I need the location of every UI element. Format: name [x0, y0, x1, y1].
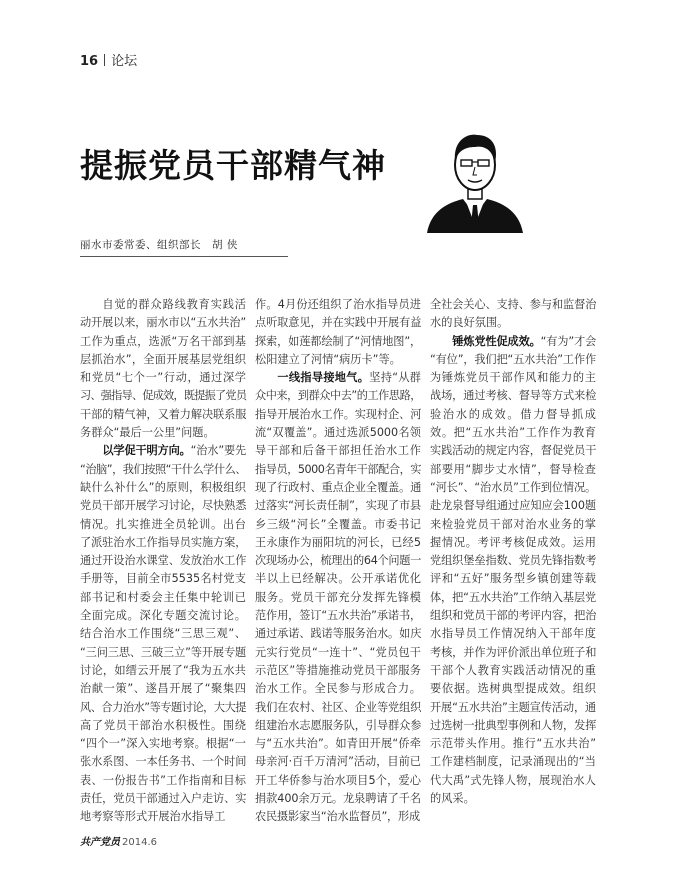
text-line [255, 479, 421, 497]
line-text: 效。把“五水共治”工作作为教育 [430, 426, 596, 440]
text-line [80, 772, 246, 790]
text-line [80, 753, 246, 771]
paragraph-lead: 锤炼党性促成效。 [452, 334, 541, 348]
line-text: “四个一”深入实地考察。根据“一 [80, 737, 246, 751]
text-line [255, 516, 421, 534]
text-line [430, 662, 596, 680]
text-line [430, 351, 596, 369]
text-line [430, 680, 596, 698]
text-line [255, 369, 421, 387]
page-header [80, 50, 137, 69]
text-line [80, 424, 246, 442]
text-line [80, 534, 246, 552]
text-line [430, 772, 596, 790]
line-text: 自觉的群众路线教育实践活 [102, 298, 246, 311]
line-text: 导干部和后备干部担任治水工作 [255, 444, 421, 458]
text-line [80, 790, 246, 808]
text-line [430, 461, 596, 479]
text-line [430, 644, 596, 662]
text-line [430, 699, 596, 717]
text-line [430, 333, 596, 351]
text-line [430, 552, 596, 570]
line-text: 风、合力治水”等专题讨论，大大提 [80, 700, 246, 714]
line-text: 考核，并作为评价派出单位班子和 [430, 645, 597, 659]
line-text: 示范带头作用。推行“五水共治” [430, 737, 596, 751]
text-line [430, 735, 596, 753]
line-text: 握情况。考评考核促成效。运用 [430, 535, 596, 549]
line-text: 缺什么补什么”的原则，积极组织 [80, 480, 246, 494]
text-line [80, 625, 246, 643]
text-line [255, 333, 421, 351]
text-line [430, 589, 596, 607]
text-line [80, 461, 246, 479]
article-column-1 [80, 296, 246, 827]
line-text: 开工华侨参与治水项目5个，爱心 [255, 773, 421, 787]
line-text: 全社会关心、支持、参与和监督治 [430, 298, 597, 311]
line-text: 情况。扎实推进全员轮训。出台 [80, 517, 246, 531]
text-line [430, 570, 596, 588]
text-line [80, 333, 246, 351]
text-line [255, 552, 421, 570]
line-text: 党组织堡垒指数、党员先锋指数考 [430, 554, 597, 568]
text-line [255, 680, 421, 698]
line-text: 元实行党员“一连十”、“党员包干 [255, 645, 421, 659]
line-text: “三问三思、三破三立”等开展专题 [80, 645, 246, 659]
line-text: 半以上已经解决。公开承诺优化 [255, 572, 421, 586]
text-line [80, 387, 246, 405]
text-line [255, 625, 421, 643]
line-text: 水的良好氛围。 [430, 316, 509, 330]
line-text: 和党员“七个一”行动，通过深学 [80, 371, 246, 385]
line-text: 现了行政村、重点企业全覆盖。通 [255, 480, 422, 494]
text-line [430, 387, 596, 405]
line-text: 组织和党员干部的考评内容，把治 [430, 609, 597, 623]
article-title: 提振党员干部精气神 [80, 146, 386, 185]
line-text: 工作建档制度，记录涌现出的“当 [430, 755, 596, 769]
line-text: 要依据。选树典型提成效。组织 [430, 682, 596, 696]
text-line [255, 387, 421, 405]
text-line [430, 296, 596, 314]
line-text: 验治水的成效。借力督导抓成 [430, 407, 596, 421]
text-line [430, 406, 596, 424]
line-text: 通过开设治水课堂、发放治水工作 [80, 554, 247, 568]
text-line [255, 699, 421, 717]
line-text: 治献一策”、遂昌开展了“聚集四 [80, 682, 246, 696]
page-footer [80, 833, 157, 848]
text-line [255, 662, 421, 680]
line-text: “河长”、“治水员”工作到位情况。 [430, 480, 596, 494]
line-text: 组建治水志愿服务队，引导群众参 [255, 718, 422, 732]
line-text: 层抓治水”，全面开展基层党组织 [80, 352, 246, 366]
text-line [255, 717, 421, 735]
text-line [255, 442, 421, 460]
issue-date: 2014.6 [122, 837, 157, 848]
line-text: 农民摄影家当“治水监督员”，形成 [255, 810, 421, 824]
line-text: 与“五水共治”。如青田开展“侨牵 [255, 737, 421, 751]
line-text: 过落实“河长责任制”，实现了市县 [255, 499, 421, 513]
line-text: 务群众“最后一公里”问题。 [80, 426, 215, 440]
line-text: 部书记和村委会主任集中轮训已 [80, 590, 246, 604]
line-text: 流“双覆盖”。通过选派5000名领 [255, 426, 421, 440]
text-line [80, 369, 246, 387]
line-text: 动开展以来，丽水市以“五水共治” [80, 316, 246, 330]
text-line [430, 314, 596, 332]
line-text: 地考察等形式开展治水指导工 [80, 810, 226, 824]
line-text: 坚持“从群 [369, 371, 421, 385]
text-line [255, 644, 421, 662]
text-line [80, 516, 246, 534]
header-divider [104, 54, 105, 66]
section-name: 论坛 [111, 54, 138, 69]
text-line [80, 570, 246, 588]
text-line [430, 625, 596, 643]
line-text: 党员干部开展学习讨论，尽快熟悉 [80, 499, 247, 513]
line-text: 作。4月份还组织了治水指导员进 [255, 298, 421, 311]
line-text: 服务。党员干部充分发挥先锋模 [255, 590, 421, 604]
paragraph-lead: 以学促干明方向。 [102, 444, 191, 458]
line-text: “治水”要先 [190, 444, 246, 458]
line-text: 全面完成。深化专题交流讨论。 [80, 609, 246, 623]
magazine-logo: 共产党员 [80, 837, 120, 848]
line-text: “有位”，我们把“五水共治”工作作 [430, 352, 596, 366]
text-line [80, 735, 246, 753]
line-text: 捐款400余万元。龙泉聘请了千名 [255, 792, 421, 806]
line-text: 点听取意见，并在实践中开展有益 [255, 316, 422, 330]
text-line [80, 717, 246, 735]
line-text: 了派驻治水工作指导员实施方案， [80, 535, 247, 549]
text-line [255, 351, 421, 369]
line-text: 指导员，5000名青年干部配合，实 [255, 462, 421, 476]
line-text: 治水工作。全民参与形成合力。 [255, 682, 421, 696]
text-line [80, 589, 246, 607]
line-text: 我们在农村、社区、企业等党组织 [255, 700, 422, 714]
text-line [255, 406, 421, 424]
line-text: 通过承诺、践诺等服务治水。如庆 [255, 627, 422, 641]
line-text: 干部的精气神，又着力解决联系服 [80, 407, 247, 421]
line-text: 王永康作为丽阳坑的河长，已经5 [255, 535, 421, 549]
line-text: 高了党员干部治水积极性。围绕 [80, 718, 246, 732]
text-line [255, 790, 421, 808]
line-text: 母亲河·百千万清河”活动，目前已 [255, 755, 421, 769]
line-text: 手册等，目前全市5535名村党支 [80, 572, 246, 586]
text-line [430, 369, 596, 387]
text-line [430, 516, 596, 534]
text-line [430, 717, 596, 735]
line-text: 众中来，到群众中去”的工作思路， [255, 389, 421, 403]
line-text: 次现场办公，梳理出的64个问题一 [255, 554, 422, 568]
text-line [80, 607, 246, 625]
text-line [80, 644, 246, 662]
text-line [80, 497, 246, 515]
text-line [80, 442, 246, 460]
line-text: 张水系图、一本任务书、一个时间 [80, 755, 247, 769]
text-line [430, 424, 596, 442]
line-text: 指导开展治水工作。实现村企、河 [255, 407, 422, 421]
text-line [80, 552, 246, 570]
text-line [80, 662, 246, 680]
line-text: “有为”才会 [540, 334, 596, 348]
text-line [430, 534, 596, 552]
line-text: 范作用，签订“五水共治”承诺书， [255, 609, 421, 623]
line-text: “治脑”，我们按照“干什么学什么、 [80, 462, 246, 476]
text-line [255, 534, 421, 552]
author-byline: 丽水市委常委、组织部长 胡 侠 [80, 239, 238, 251]
text-line [80, 479, 246, 497]
line-text: 来检验党员干部对治水业务的掌 [430, 517, 596, 531]
text-line [255, 772, 421, 790]
byline-rule [80, 256, 288, 257]
text-line [80, 314, 246, 332]
text-line [80, 699, 246, 717]
line-text: 为锤炼党员干部作风和能力的主 [430, 371, 596, 385]
text-line [255, 607, 421, 625]
line-text: 松阳建立了河情“病历卡”等。 [255, 352, 401, 366]
article-column-3 [430, 296, 596, 808]
text-line [255, 296, 421, 314]
line-text: 乡三级“河长”全覆盖。市委书记 [255, 517, 421, 531]
text-line [255, 424, 421, 442]
line-text: 开展“五水共治”主题宣传活动，通 [430, 700, 596, 714]
line-text: 探索，如莲都绘制了“河情地图”， [255, 334, 421, 348]
text-line [255, 808, 421, 826]
text-line [430, 479, 596, 497]
article-column-2 [255, 296, 421, 827]
text-line [255, 753, 421, 771]
text-line [80, 296, 246, 314]
line-text: 习、强指导、促成效，既提振了党员 [80, 389, 247, 403]
text-line [255, 461, 421, 479]
line-text: 示范区”等措施推动党员干部服务 [255, 663, 421, 677]
line-text: 的风采。 [430, 792, 475, 806]
text-line [80, 680, 246, 698]
line-text: 实践活动的规定内容，督促党员干 [430, 444, 597, 458]
line-text: 代大禹”式先锋人物，展现治水人 [430, 773, 596, 787]
line-text: 讨论，如缙云开展了“我为五水共 [80, 663, 246, 677]
line-text: 部要用“脚步丈水情”，督导检查 [430, 462, 596, 476]
text-line [430, 497, 596, 515]
text-line [430, 607, 596, 625]
text-line [430, 753, 596, 771]
text-line [430, 790, 596, 808]
text-line [80, 808, 246, 826]
page-number: 16 [80, 54, 99, 69]
text-line [80, 406, 246, 424]
line-text: 战场，通过考核、督导等方式来检 [430, 389, 597, 403]
line-text: 结合治水工作围绕“三思三观”、 [80, 627, 246, 641]
line-text: 过选树一批典型事例和人物，发挥 [430, 718, 597, 732]
text-line [255, 589, 421, 607]
text-line [255, 735, 421, 753]
text-line [255, 570, 421, 588]
text-line [255, 314, 421, 332]
text-line [255, 497, 421, 515]
line-text: 赴龙泉督导组通过应知应会100题 [430, 499, 596, 513]
line-text: 干部个人教育实践活动情况的重 [430, 663, 596, 677]
line-text: 表、一份报告书”工作指南和目标 [80, 773, 246, 787]
author-portrait [425, 125, 525, 233]
line-text: 水指导员工作情况纳入干部年度 [430, 627, 596, 641]
text-line [80, 351, 246, 369]
line-text: 责任，党员干部通过入户走访、实 [80, 792, 247, 806]
line-text: 评和“五好”服务型乡镇创建等载 [430, 572, 596, 586]
text-line [430, 442, 596, 460]
paragraph-lead: 一线指导接地气。 [277, 371, 370, 385]
line-text: 体，把“五水共治”工作纳入基层党 [430, 590, 596, 604]
line-text: 工作为重点，选派“万名干部到基 [80, 334, 246, 348]
